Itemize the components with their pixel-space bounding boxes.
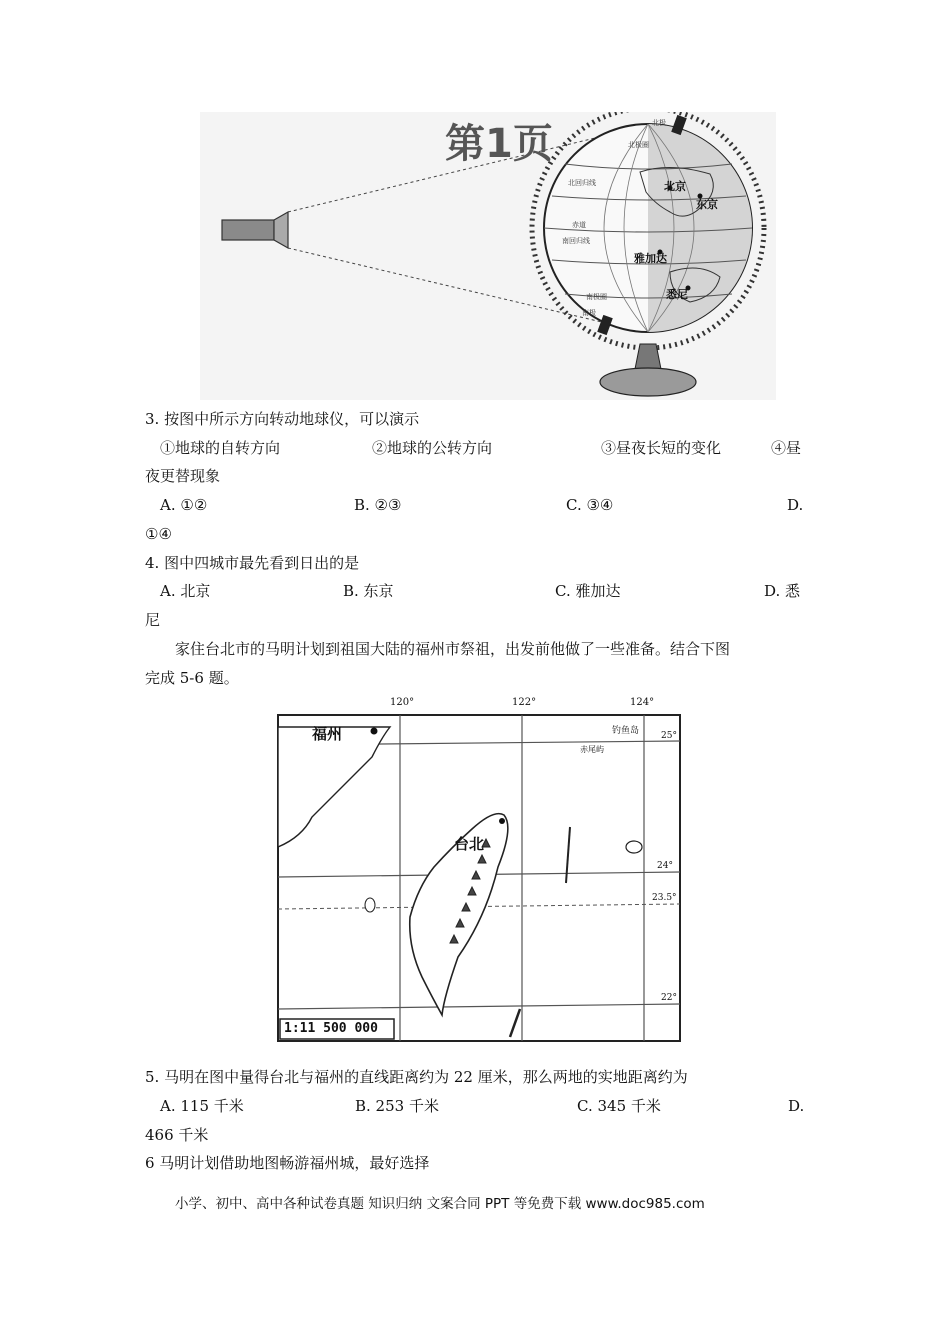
diaoyu-label: 钓鱼岛	[612, 726, 640, 736]
q4-option-d[interactable]: D. 悉	[764, 582, 801, 600]
globe-figure	[200, 112, 776, 400]
q5-option-d[interactable]: D.	[788, 1097, 805, 1115]
taipei-label: 台北	[454, 835, 485, 853]
tropic-cancer-label: 北回归线	[568, 179, 596, 187]
q3-option-b[interactable]: B. ②③	[354, 496, 402, 514]
flashlight-body	[222, 220, 274, 240]
jakarta-label: 雅加达	[634, 252, 667, 265]
taiwan-map-figure	[272, 697, 684, 1047]
intro-paragraph-line1: 家住台北市的马明计划到祖国大陆的福州市祭祖，出发前他做了一些准备。结合下图	[175, 640, 731, 658]
tokyo-label: 东京	[696, 198, 718, 211]
q3-option-d-cont: ①④	[145, 525, 172, 543]
fuzhou-dot	[371, 728, 378, 735]
page-watermark: 第1页	[445, 121, 553, 167]
lon-124-label: 124°	[630, 697, 655, 708]
q3-statement-4: ④昼	[771, 439, 802, 457]
east-islands	[626, 841, 642, 853]
question-4-stem: 4. 图中四城市最先看到日出的是	[145, 554, 360, 572]
equator-label: 赤道	[572, 221, 586, 229]
north-pole-label: 北极	[652, 119, 666, 127]
q5-option-d-cont: 466 千米	[145, 1126, 209, 1144]
lat-23-5-label: 23.5°	[652, 893, 677, 903]
footer-text: 小学、初中、高中各种试卷真题 知识归纳 文案合同 PPT 等免费下载 www.doc985.com	[175, 1196, 705, 1212]
flashlight-head	[274, 212, 288, 248]
fuzhou-label: 福州	[312, 725, 343, 743]
night-side	[648, 124, 752, 332]
south-pole-label: 南极	[582, 309, 596, 317]
scale-label: 1:11 500 000	[284, 1021, 378, 1036]
globe-stand-base	[600, 368, 696, 396]
antarctic-circle-label: 南极圈	[586, 293, 607, 301]
lon-122-label: 122°	[512, 697, 537, 708]
lat-24-label: 24°	[657, 861, 673, 871]
intro-paragraph-line2: 完成 5-6 题。	[145, 669, 239, 687]
taipei-dot	[499, 818, 505, 824]
q5-option-b[interactable]: B. 253 千米	[355, 1097, 439, 1115]
question-3-stem: 3. 按图中所示方向转动地球仪，可以演示	[145, 410, 420, 428]
arctic-circle-label: 北极圈	[628, 141, 649, 149]
taiwan-map	[272, 697, 684, 1047]
q3-option-a[interactable]: A. ①②	[160, 496, 208, 514]
q3-statement-4-cont: 夜更替现象	[145, 467, 221, 485]
q4-option-b[interactable]: B. 东京	[343, 582, 394, 600]
question-6-stem: 6 马明计划借助地图畅游福州城，最好选择	[145, 1154, 430, 1172]
lat-25-label: 25°	[661, 731, 677, 741]
q3-statement-2: ②地球的公转方向	[372, 439, 493, 457]
q4-option-a[interactable]: A. 北京	[160, 582, 211, 600]
q3-statement-3: ③昼夜长短的变化	[601, 439, 722, 457]
chiwei-label: 赤尾屿	[580, 745, 604, 754]
q3-option-d[interactable]: D.	[787, 496, 804, 514]
question-5-stem: 5. 马明在图中量得台北与福州的直线距离约为 22 厘米，那么两地的实地距离约为	[145, 1068, 688, 1086]
penghu-islands	[365, 898, 375, 912]
lat-22-label: 22°	[661, 993, 677, 1003]
q5-option-c[interactable]: C. 345 千米	[577, 1097, 661, 1115]
sydney-label: 悉尼	[666, 288, 688, 301]
beijing-label: 北京	[664, 180, 686, 193]
q4-option-d-cont: 尼	[145, 611, 161, 629]
q3-option-c[interactable]: C. ③④	[566, 496, 614, 514]
q5-option-a[interactable]: A. 115 千米	[160, 1097, 244, 1115]
tropic-capricorn-label: 南回归线	[562, 237, 590, 245]
q4-option-c[interactable]: C. 雅加达	[555, 582, 621, 600]
q3-statement-1: ①地球的自转方向	[160, 439, 281, 457]
lon-120-label: 120°	[390, 697, 415, 708]
